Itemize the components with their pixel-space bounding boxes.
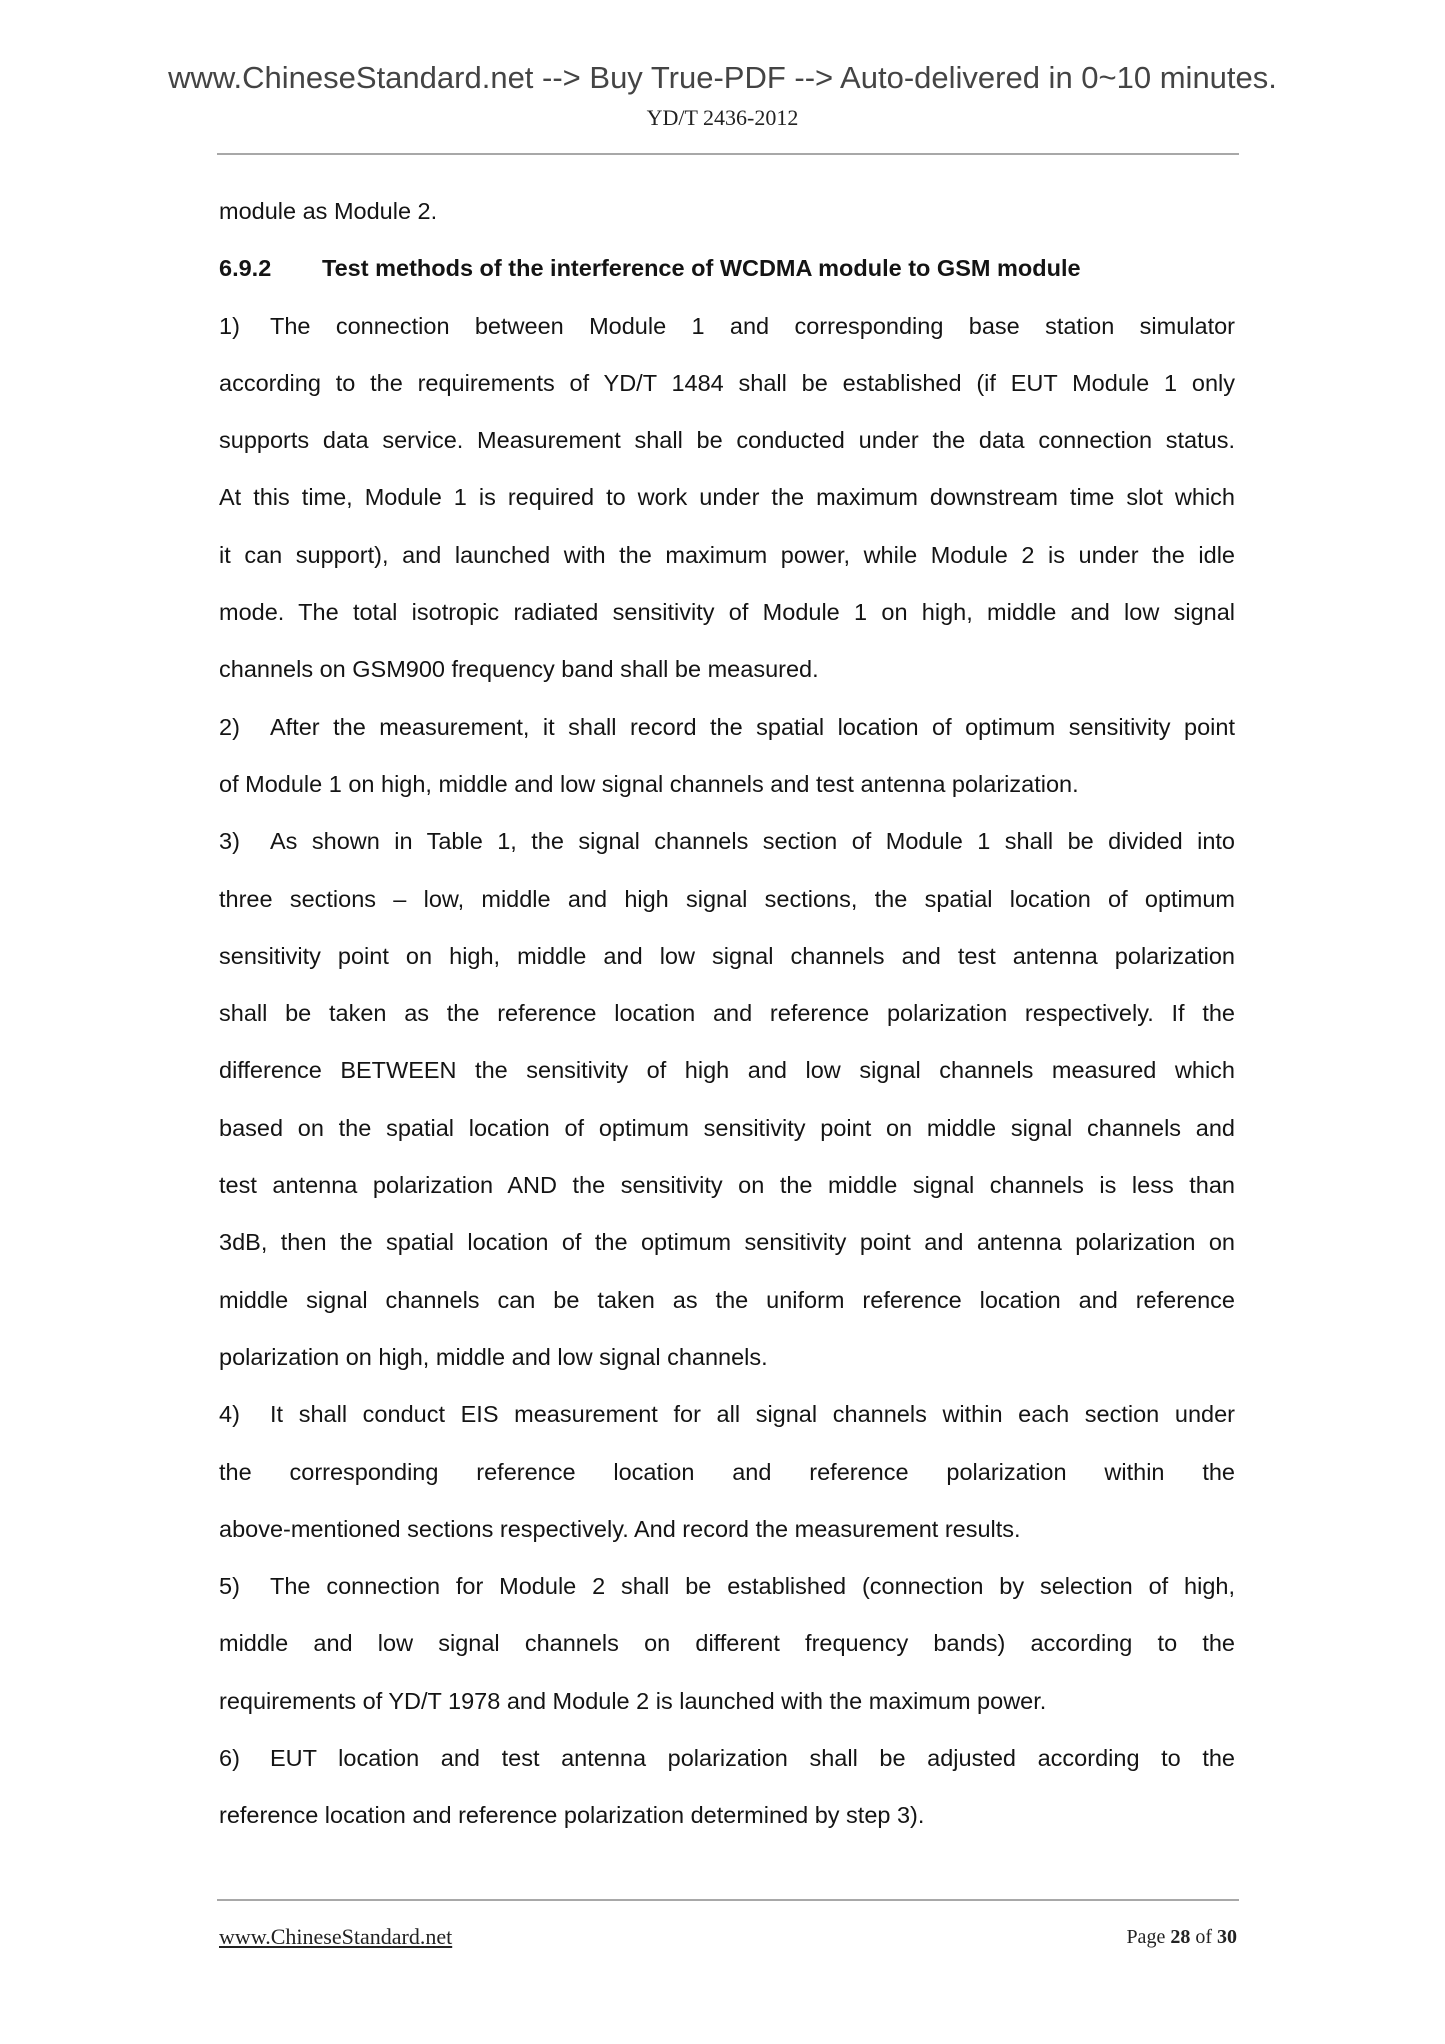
list-item-text: The connection for Module 2 shall be established (connection by selection of high,	[270, 1573, 1235, 1600]
footer-website-link[interactable]: www.ChineseStandard.net	[219, 1924, 453, 1949]
list-item-text: middle signal channels can be taken as the uniform reference location and reference	[219, 1286, 1235, 1313]
list-item-text: mode. The total isotropic radiated sensitivity of Module 1 on high, middle and low signal	[219, 599, 1235, 626]
header-divider	[217, 153, 1239, 155]
list-item-line	[219, 813, 1235, 870]
list-item-text: according to the requirements of YD/T 1484 shall be established (if EUT Module 1 only	[219, 369, 1235, 396]
list-item-line	[219, 527, 1235, 584]
list-item-line	[219, 584, 1235, 641]
list-item-text: it can support), and launched with the maximum power, while Module 2 is under the idle	[219, 541, 1235, 568]
list-item-text: channels on GSM900 frequency band shall be measured.	[219, 656, 819, 683]
page-total: 30	[1217, 1926, 1237, 1948]
list-item-text: above-mentioned sections respectively. And record the measurement results.	[219, 1515, 1021, 1542]
list-item-number: 1)	[219, 312, 240, 339]
list-item-text: difference BETWEEN the sensitivity of high and low signal channels measured which	[219, 1057, 1235, 1084]
list-item-line	[219, 1730, 1235, 1787]
list-item-line	[219, 412, 1235, 469]
list-item-line	[219, 1214, 1235, 1271]
list-item-text: based on the spatial location of optimum sensitivity point on middle signal channels and	[219, 1114, 1235, 1141]
document-body	[219, 183, 1235, 1845]
list-item-text: sensitivity point on high, middle and low signal channels and test antenna polarization	[219, 942, 1235, 969]
page-current: 28	[1170, 1926, 1191, 1948]
list-item-line	[219, 699, 1235, 756]
list-item-number: 3)	[219, 828, 240, 855]
page-number	[1126, 1922, 1237, 1952]
list-item-line	[219, 355, 1235, 412]
list-item-text: As shown in Table 1, the signal channels section of Module 1 shall be divided into	[270, 828, 1235, 855]
list-item-line	[219, 1272, 1235, 1329]
list-item-number: 5)	[219, 1573, 240, 1600]
list-item-text: At this time, Module 1 is required to work under the maximum downstream time slot which	[219, 484, 1235, 511]
list-item-text: requirements of YD/T 1978 and Module 2 is launched with the maximum power.	[219, 1687, 1047, 1714]
list-item-text: of Module 1 on high, middle and low signal channels and test antenna polarization.	[219, 770, 1079, 797]
list-item-number: 4)	[219, 1401, 240, 1428]
promo-banner: www.ChineseStandard.net --> Buy True-PDF --> Auto-delivered in 0~10 minutes.	[168, 60, 1277, 95]
list-item-line	[219, 1501, 1235, 1558]
list-item-line	[219, 1042, 1235, 1099]
list-item-text: polarization on high, middle and low signal channels.	[219, 1343, 768, 1370]
list-item-text: the corresponding reference location and reference polarization within the	[219, 1458, 1235, 1485]
list-item-text: shall be taken as the reference location and reference polarization respectively. If the	[219, 1000, 1235, 1027]
section-title: Test methods of the interference of WCDMA module to GSM module	[322, 255, 1081, 282]
list-item-line	[219, 756, 1235, 813]
list-item-text: middle and low signal channels on different frequency bands) according to the	[219, 1630, 1235, 1657]
list-item-line	[219, 1615, 1235, 1672]
list-item-line	[219, 1673, 1235, 1730]
list-item-line	[219, 1100, 1235, 1157]
list-item-text: EUT location and test antenna polarization shall be adjusted according to the	[270, 1745, 1235, 1772]
list-item-text: test antenna polarization AND the sensitivity on the middle signal channels is less than	[219, 1172, 1235, 1199]
list-item-line	[219, 1787, 1235, 1844]
page-of: of	[1195, 1926, 1212, 1948]
list-item-text: It shall conduct EIS measurement for all signal channels within each section under	[270, 1401, 1235, 1428]
list-item-text: supports data service. Measurement shall be conducted under the data connection status.	[219, 427, 1235, 454]
list-item-line	[219, 641, 1235, 698]
list-item-line	[219, 928, 1235, 985]
section-heading	[219, 240, 1235, 297]
list-item-text: The connection between Module 1 and corresponding base station simulator	[270, 312, 1235, 339]
list-item-line	[219, 469, 1235, 526]
list-item-number: 2)	[219, 713, 240, 740]
list-item-line	[219, 1444, 1235, 1501]
list-item-line	[219, 1558, 1235, 1615]
list-item-line	[219, 871, 1235, 928]
list-item-number: 6)	[219, 1745, 240, 1772]
list-item-line	[219, 1329, 1235, 1386]
standard-code: YD/T 2436-2012	[646, 105, 799, 130]
continuation-line: module as Module 2.	[219, 198, 438, 224]
footer-divider	[217, 1899, 1239, 1901]
list-item-line	[219, 1386, 1235, 1443]
list-item-text: reference location and reference polarization determined by step 3).	[219, 1802, 925, 1829]
page-label: Page	[1126, 1926, 1166, 1948]
list-item-text: 3dB, then the spatial location of the optimum sensitivity point and antenna polarization on	[219, 1229, 1235, 1256]
list-item-line	[219, 985, 1235, 1042]
list-item-line	[219, 1157, 1235, 1214]
list-item-text: three sections – low, middle and high signal sections, the spatial location of optimum	[219, 885, 1235, 912]
list-item-text: After the measurement, it shall record the spatial location of optimum sensitivity point	[270, 713, 1235, 740]
section-number: 6.9.2	[219, 255, 272, 282]
list-item-line	[219, 298, 1235, 355]
